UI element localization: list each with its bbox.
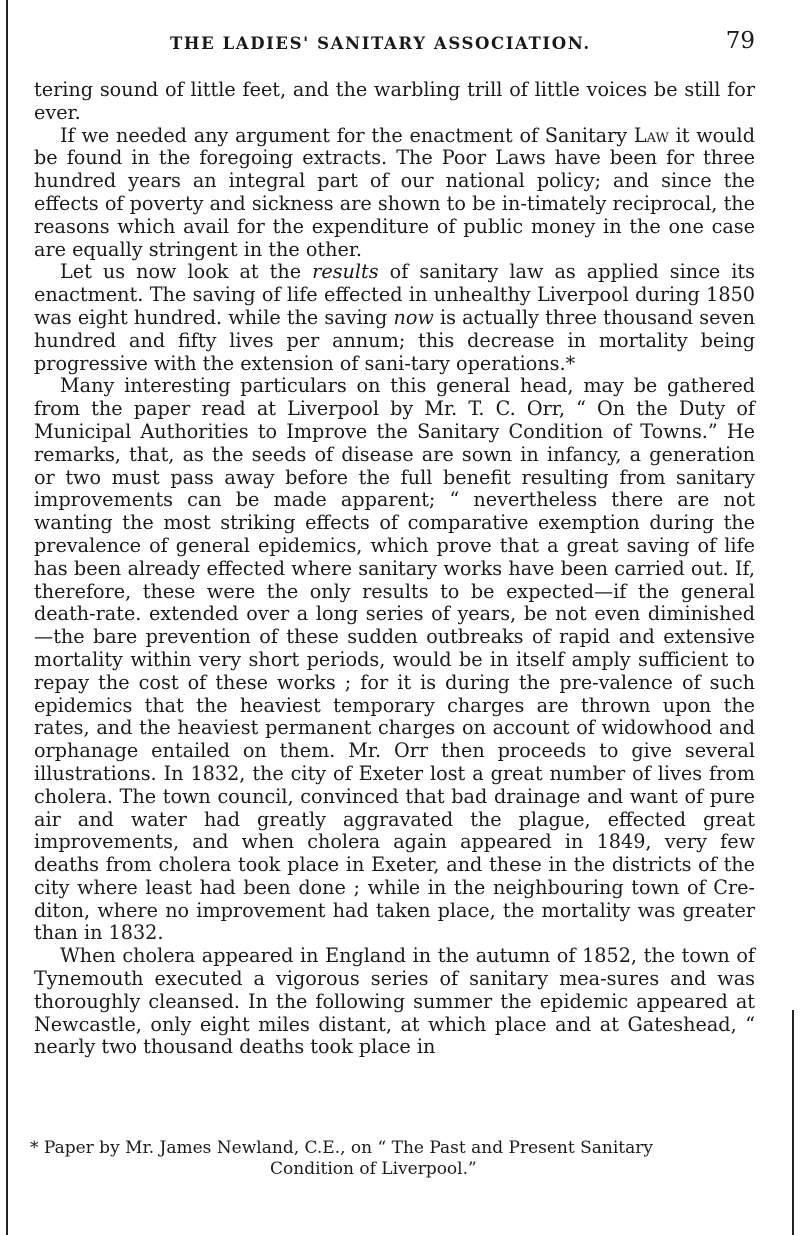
page-left-rule xyxy=(6,0,8,1235)
running-title: THE LADIES' SANITARY ASSOCIATION. xyxy=(170,34,591,53)
paragraph-continued: tering sound of little feet, and the warbling trill of little voices be still for ever. xyxy=(34,78,755,124)
paragraph-tynemouth: When cholera appeared in England in the autumn of 1852, the town of Tynemouth executed a vigorous series of sanitary mea-sures and was thoroughly cleansed. In the following summer the epidemic appeared at Newcastle, only eight miles distant, at which place and at Gateshead, “ nearly two thousand deaths took place in xyxy=(34,944,755,1059)
body-text xyxy=(34,79,755,1059)
footnote-line: * Paper by Mr. James Newland, C.E., on “ The Past and Present Sanitary xyxy=(30,1138,653,1158)
footnote xyxy=(30,1138,765,1180)
footnote-line: Condition of Liverpool.” xyxy=(270,1159,477,1179)
paragraph-text: is actually three thousand seven hundred and fifty lives per annum; this decrease in mortality being progressive with the extension of sani-tary operations.* xyxy=(34,305,755,375)
emphasis-results: results xyxy=(312,260,379,284)
paragraph-text: it would be found in the foregoing extracts. The Poor Laws have been for three hundred years an integral part of our national policy; and since the effects of poverty and sickness are shown to be in-timately reciprocal, the reasons which avail for the expenditure of public money in the one case are equally stringent in the other. xyxy=(34,123,755,261)
page-right-rule xyxy=(792,1010,794,1235)
emphasis-now: now xyxy=(393,305,434,329)
paragraph-results xyxy=(34,261,755,375)
paragraph-sanitary-law xyxy=(34,125,755,262)
paragraph-text: of sanitary law as applied since its enactment. The saving of life effected in unhealthy Liverpool during 1850 was eight hundred. while the saving xyxy=(34,260,755,329)
page-header xyxy=(170,28,755,62)
paragraph-orr-paper: Many interesting particulars on this general head, may be gathered from the paper read at Liverpool by Mr. T. C. Orr, “ On the Duty of Municipal Authorities to Improve the Sanitary Condition of Towns.” He remarks, that, as the seeds of disease are sown in infancy, a generation or two must pass away before the full benefit resulting from sanitary improvements can be made apparent; “ nevertheless there are not wanting the most striking effects of comparative exemption during the prevalence of general epidemics, which prove that a great saving of life has been already effected where sanitary works have been carried out. If, therefore, these were the only results to be expected—if the general death-rate. extended over a long series of years, be not even diminished—the bare prevention of these sudden outbreaks of rapid and extensive mortality within very short periods, would be in itself amply sufficient to repay the cost of these works ; for it is during the pre-valence of such epidemics that the heaviest temporary charges are thrown upon the rates, and the heaviest permanent charges on account of widowhood and orphanage entailed on them. Mr. Orr then proceeds to give several illustrations. In 1832, the city of Exeter lost a great number of lives from cholera. The town council, convinced that bad drainage and want of pure air and water had greatly aggravated the plague, effected great improvements, and when cholera again appeared in 1849, very few deaths from cholera took place in Exeter, and these in the districts of the city where least had been done ; while in the neighbouring town of Cre-diton, where no improvement had taken place, the mortality was greater than in 1832. xyxy=(34,374,755,945)
paragraph-text: If we needed any argument for the enactment of Sanitary xyxy=(60,123,634,147)
paragraph-text: Let us now look at the xyxy=(60,260,313,284)
page-number: 79 xyxy=(725,28,755,54)
law-small-caps: Law xyxy=(633,123,669,147)
